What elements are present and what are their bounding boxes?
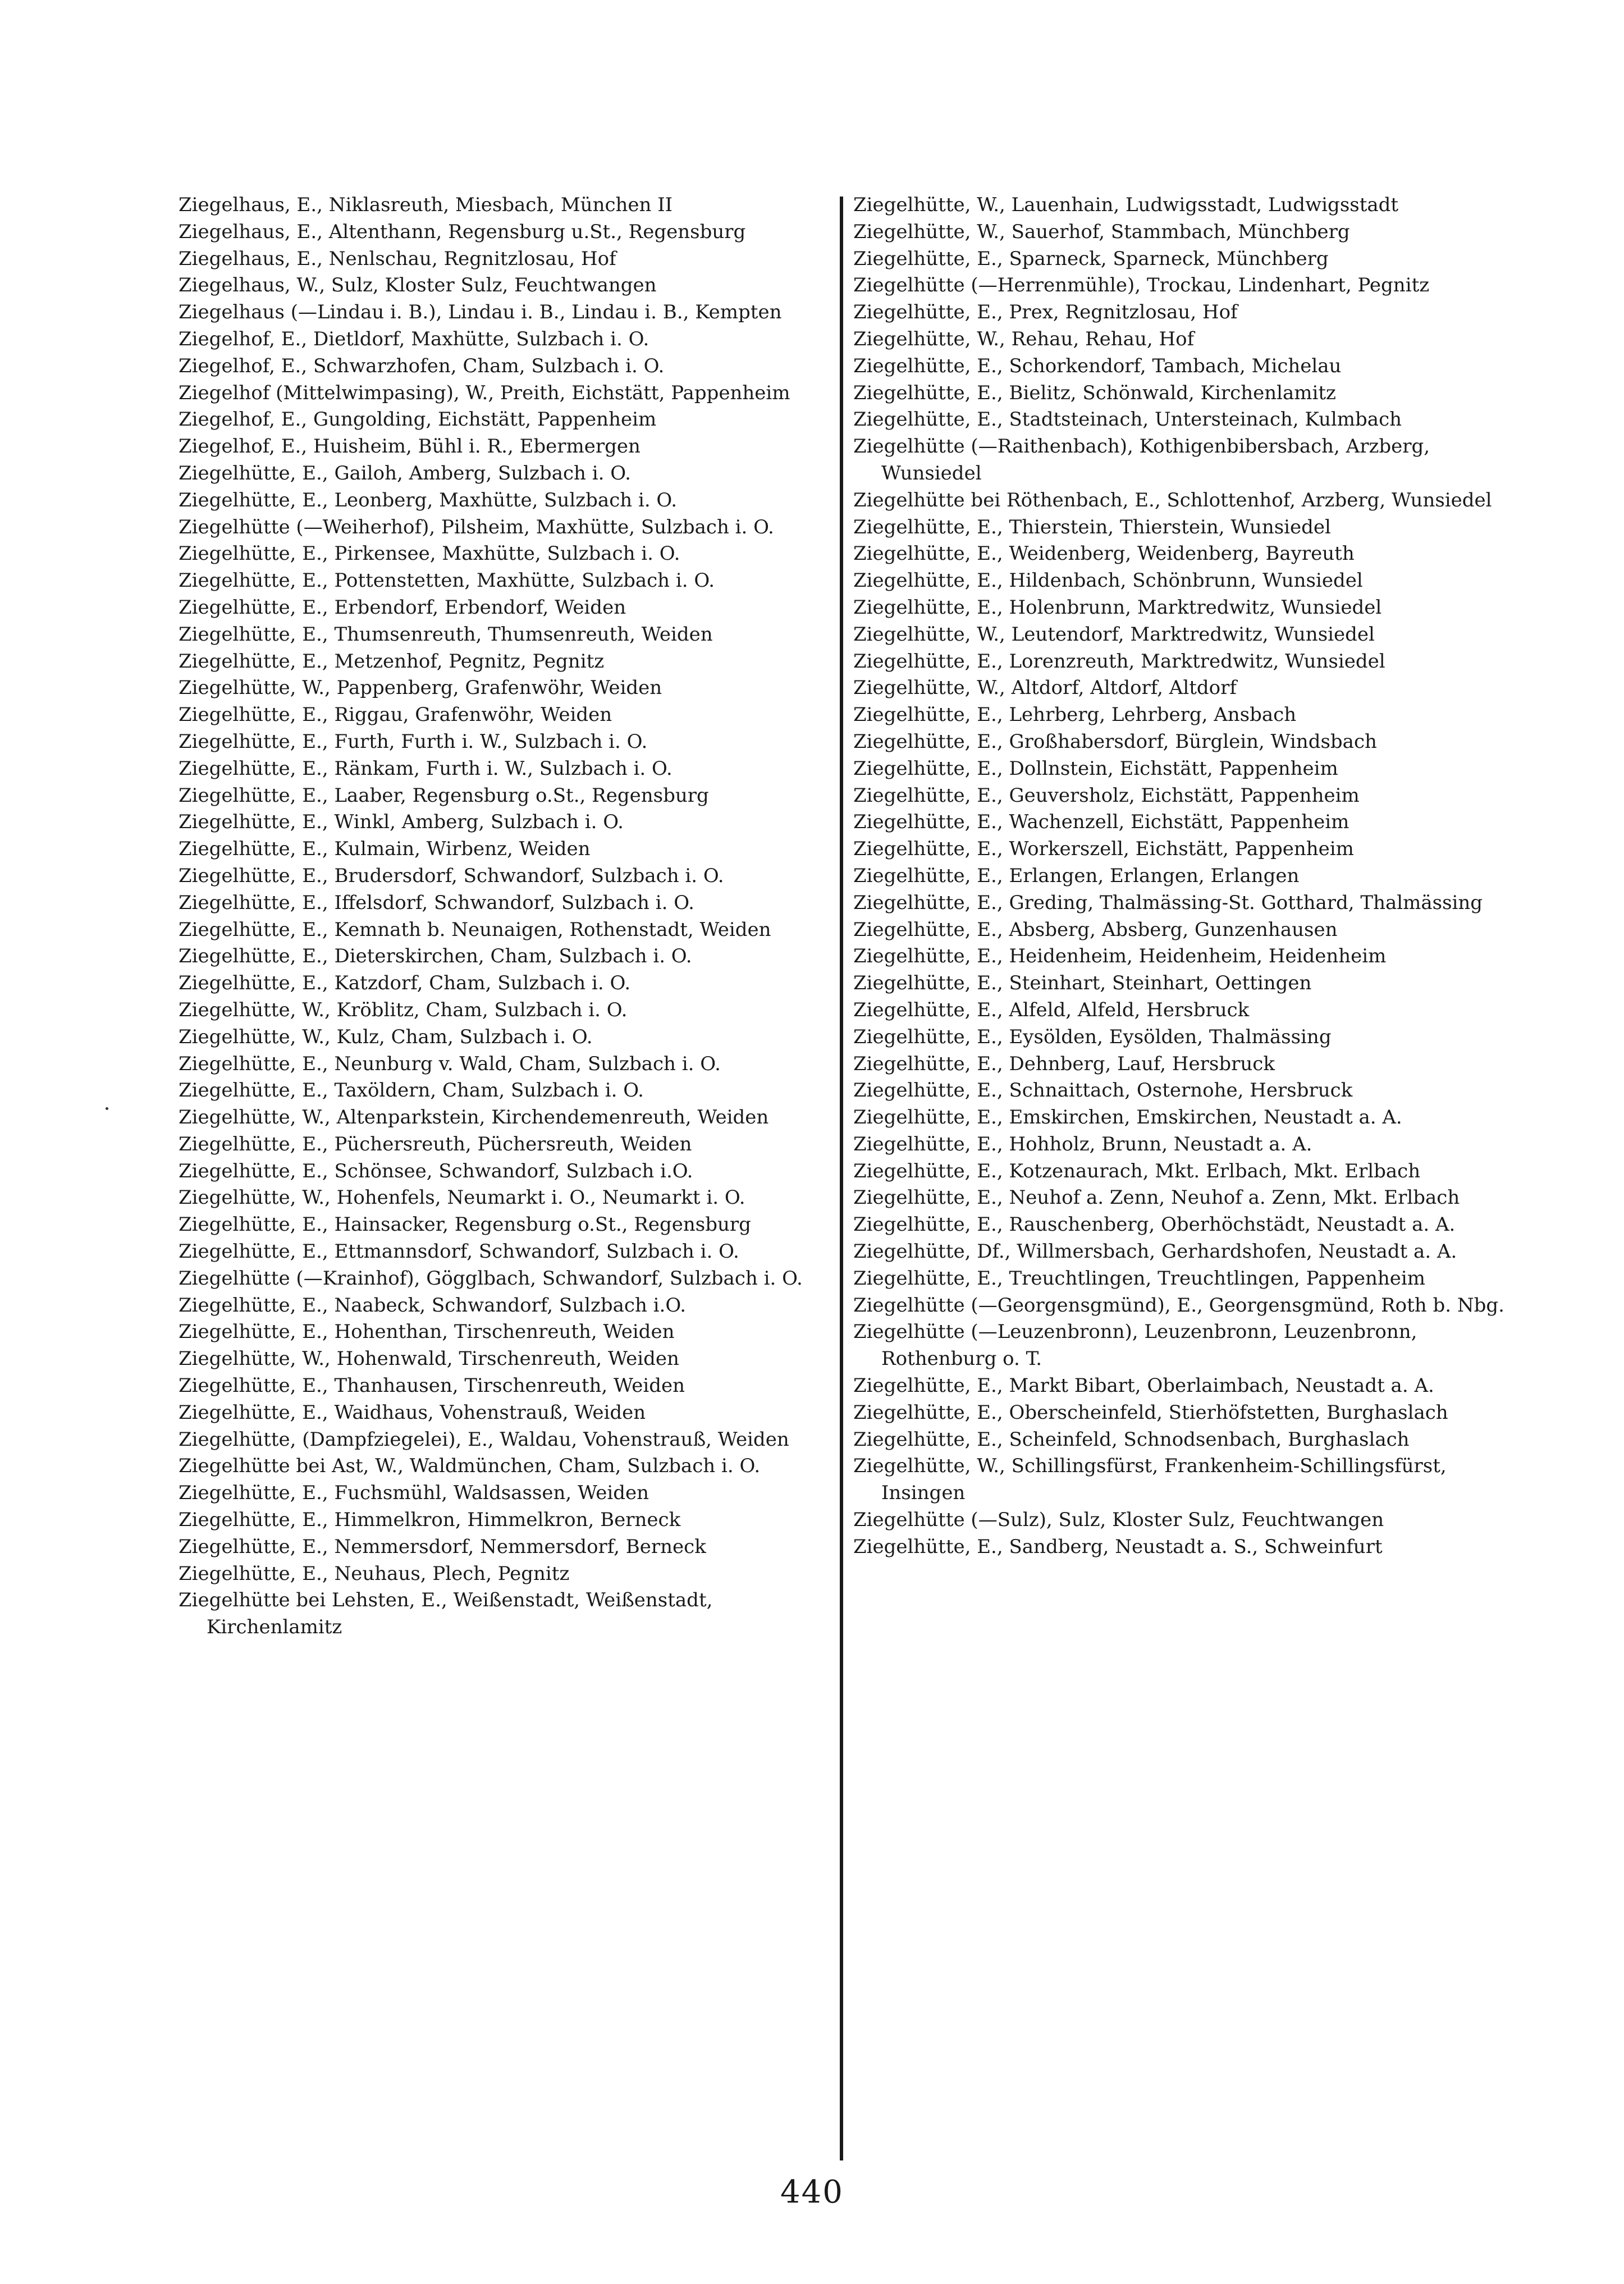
index-entry: Ziegelhütte, E., Katzdorf, Cham, Sulzbach i. O. — [179, 972, 631, 995]
index-entry: Ziegelhütte (—Sulz), Sulz, Kloster Sulz, Feuchtwangen — [853, 1509, 1384, 1532]
index-entry: Ziegelhütte, W., Hohenwald, Tirschenreuth, Weiden — [179, 1347, 679, 1371]
index-entry: Ziegelhütte, E., Brudersdorf, Schwandorf, Sulzbach i. O. — [179, 864, 724, 887]
index-entry: Ziegelhütte, E., Sparneck, Sparneck, Münchberg — [853, 247, 1329, 270]
page-number: 440 — [780, 2174, 844, 2210]
index-entry: Ziegelhütte, W., Pappenberg, Grafenwöhr, Weiden — [179, 677, 662, 700]
index-entry: Ziegelhütte, E., Workerszell, Eichstätt, Pappenheim — [853, 838, 1354, 861]
index-entry: Ziegelhütte, E., Hohenthan, Tirschenreuth, Weiden — [179, 1321, 675, 1344]
index-entry: Ziegelhütte, E., Kotzenaurach, Mkt. Erlbach, Mkt. Erlbach — [853, 1159, 1421, 1182]
index-entry: Ziegelhütte, E., Thanhausen, Tirschenreuth, Weiden — [179, 1374, 685, 1397]
index-entry: Ziegelhütte, E., Geuversholz, Eichstätt, Pappenheim — [853, 784, 1360, 807]
index-entry: Ziegelhütte, E., Riggau, Grafenwöhr, Weiden — [179, 704, 612, 727]
index-entry: Ziegelhütte, E., Pottenstetten, Maxhütte, Sulzbach i. O. — [179, 569, 715, 592]
index-entry: Ziegelhütte, W., Leutendorf, Marktredwitz, Wunsiedel — [853, 623, 1375, 646]
index-entry: Ziegelhütte, W., Sauerhof, Stammbach, Münchberg — [853, 220, 1350, 243]
index-entry: Ziegelhaus, E., Niklasreuth, Miesbach, München II — [179, 194, 673, 216]
index-entry: Ziegelhütte, E., Weidenberg, Weidenberg, Bayreuth — [853, 542, 1355, 565]
index-entry: Ziegelhütte, E., Lorenzreuth, Marktredwitz, Wunsiedel — [853, 650, 1385, 673]
index-entry: Ziegelhütte, W., Hohenfels, Neumarkt i. O., Neumarkt i. O. — [179, 1186, 745, 1209]
index-entry: Ziegelhütte, (Dampfziegelei), E., Waldau, Vohenstrauß, Weiden — [179, 1428, 789, 1451]
index-entry: Ziegelhütte bei Lehsten, E., Weißenstadt, Weißenstadt, Kirchenlamitz — [179, 1589, 713, 1639]
index-entry: Ziegelhütte, W., Kulz, Cham, Sulzbach i. O. — [179, 1025, 593, 1048]
index-entry: Ziegelhütte (—Raithenbach), Kothigenbibersbach, Arzberg, Wunsiedel — [853, 435, 1430, 485]
index-entry: Ziegelhütte, E., Markt Bibart, Oberlaimbach, Neustadt a. A. — [853, 1374, 1434, 1397]
index-entry: Ziegelhütte, E., Thierstein, Thierstein, Wunsiedel — [853, 515, 1331, 538]
column-divider — [840, 197, 843, 2160]
index-entry: Ziegelhütte, W., Rehau, Rehau, Hof — [853, 327, 1195, 350]
index-entry: Ziegelhütte bei Ast, W., Waldmünchen, Cham, Sulzbach i. O. — [179, 1455, 761, 1478]
index-entry: Ziegelhütte, E., Neunburg v. Wald, Cham, Sulzbach i. O. — [179, 1052, 721, 1075]
index-entry: Ziegelhütte, E., Hildenbach, Schönbrunn, Wunsiedel — [853, 569, 1363, 592]
index-entry: Ziegelhütte, E., Steinhart, Steinhart, Oettingen — [853, 972, 1312, 995]
index-entry: Ziegelhütte, W., Schillingsfürst, Frankenheim-Schillingsfürst, Insingen — [853, 1455, 1447, 1505]
index-entry: Ziegelhütte (—Leuzenbronn), Leuzenbronn, Leuzenbronn, Rothenburg o. T. — [853, 1321, 1417, 1371]
index-entry: Ziegelhütte, E., Himmelkron, Himmelkron, Berneck — [179, 1509, 681, 1532]
index-entry: Ziegelhütte, E., Furth, Furth i. W., Sulzbach i. O. — [179, 730, 648, 753]
index-entry: Ziegelhütte, W., Lauenhain, Ludwigsstadt, Ludwigsstadt — [853, 194, 1399, 216]
index-entry: Ziegelhütte, E., Ränkam, Furth i. W., Sulzbach i. O. — [179, 757, 673, 780]
index-entry: Ziegelhütte (—Krainhof), Gögglbach, Schwandorf, Sulzbach i. O. — [179, 1267, 803, 1290]
index-entry: Ziegelhütte, E., Schönsee, Schwandorf, Sulzbach i.O. — [179, 1159, 693, 1182]
index-entry: Ziegelhütte, Df., Willmersbach, Gerhardshofen, Neustadt a. A. — [853, 1240, 1457, 1263]
index-entry: Ziegelhütte, W., Altdorf, Altdorf, Altdorf — [853, 677, 1237, 700]
index-entry: Ziegelhütte, W., Kröblitz, Cham, Sulzbach i. O. — [179, 998, 628, 1021]
index-entry: Ziegelhütte, E., Neuhof a. Zenn, Neuhof a. Zenn, Mkt. Erlbach — [853, 1186, 1460, 1209]
index-entry: Ziegelhütte, E., Metzenhof, Pegnitz, Pegnitz — [179, 650, 605, 673]
index-entry: Ziegelhütte, E., Stadtsteinach, Untersteinach, Kulmbach — [853, 408, 1402, 431]
index-entry: Ziegelhütte, E., Schorkendorf, Tambach, Michelau — [853, 354, 1342, 377]
index-entry: Ziegelhütte, E., Lehrberg, Lehrberg, Ansbach — [853, 704, 1297, 727]
index-entry: Ziegelhütte, E., Bielitz, Schönwald, Kirchenlamitz — [853, 381, 1336, 404]
index-entry: Ziegelhütte (—Georgensgmünd), E., Georgensgmünd, Roth b. Nbg. — [853, 1294, 1504, 1317]
index-entry: Ziegelhütte, E., Greding, Thalmässing-St. Gotthard, Thalmässing — [853, 891, 1483, 914]
index-entry: Ziegelhütte, E., Winkl, Amberg, Sulzbach i. O. — [179, 811, 624, 834]
index-entry: Ziegelhütte, E., Dollnstein, Eichstätt, Pappenheim — [853, 757, 1338, 780]
index-entry: Ziegelhaus (—Lindau i. B.), Lindau i. B., Lindau i. B., Kempten — [179, 301, 782, 324]
index-entry: Ziegelhütte, E., Thumsenreuth, Thumsenreuth, Weiden — [179, 623, 713, 646]
index-entry: Ziegelhütte, E., Nemmersdorf, Nemmersdorf, Berneck — [179, 1535, 706, 1558]
left-column — [179, 192, 835, 1641]
index-entry: Ziegelhütte, E., Heidenheim, Heidenheim, Heidenheim — [853, 945, 1387, 968]
index-entry: Ziegelhütte, E., Oberscheinfeld, Stierhöfstetten, Burghaslach — [853, 1401, 1448, 1424]
index-entry: Ziegelhütte, E., Gailoh, Amberg, Sulzbach i. O. — [179, 462, 631, 485]
index-entry: Ziegelhof, E., Schwarzhofen, Cham, Sulzbach i. O. — [179, 354, 665, 377]
index-entry: Ziegelhütte, E., Alfeld, Alfeld, Hersbruck — [853, 998, 1250, 1021]
index-entry: Ziegelhof, E., Gungolding, Eichstätt, Pappenheim — [179, 408, 657, 431]
index-entry: Ziegelhütte, E., Erlangen, Erlangen, Erlangen — [853, 864, 1300, 887]
index-entry: Ziegelhütte, E., Neuhaus, Plech, Pegnitz — [179, 1562, 570, 1585]
index-entry: Ziegelhütte, E., Absberg, Absberg, Gunzenhausen — [853, 918, 1338, 941]
index-entry: Ziegelhütte, E., Holenbrunn, Marktredwitz, Wunsiedel — [853, 596, 1382, 619]
index-entry: Ziegelhütte, E., Rauschenberg, Oberhöchstädt, Neustadt a. A. — [853, 1213, 1456, 1236]
index-entry: Ziegelhütte, E., Erbendorf, Erbendorf, Weiden — [179, 596, 626, 619]
index-entry: Ziegelhütte, E., Iffelsdorf, Schwandorf, Sulzbach i. O. — [179, 891, 694, 914]
index-entry: Ziegelhütte, E., Taxöldern, Cham, Sulzbach i. O. — [179, 1079, 644, 1102]
index-entry: Ziegelhütte, E., Naabeck, Schwandorf, Sulzbach i.O. — [179, 1294, 687, 1317]
index-entry: Ziegelhof, E., Dietldorf, Maxhütte, Sulzbach i. O. — [179, 327, 649, 350]
index-entry: Ziegelhaus, E., Altenthann, Regensburg u.St., Regensburg — [179, 220, 746, 243]
index-entry: Ziegelhütte, E., Laaber, Regensburg o.St., Regensburg — [179, 784, 709, 807]
index-entry: Ziegelhütte bei Röthenbach, E., Schlottenhof, Arzberg, Wunsiedel — [853, 488, 1492, 511]
index-entry: Ziegelhütte, E., Wachenzell, Eichstätt, Pappenheim — [853, 811, 1349, 834]
index-entry: Ziegelhütte, E., Waidhaus, Vohenstrauß, Weiden — [179, 1401, 646, 1424]
index-entry: Ziegelhütte, E., Dieterskirchen, Cham, Sulzbach i. O. — [179, 945, 692, 968]
index-entry: Ziegelhütte, E., Kulmain, Wirbenz, Weiden — [179, 838, 591, 861]
ink-speck — [106, 1107, 108, 1110]
index-entry: Ziegelhütte, E., Ettmannsdorf, Schwandorf, Sulzbach i. O. — [179, 1240, 739, 1263]
index-entry: Ziegelhütte, E., Hainsacker, Regensburg o.St., Regensburg — [179, 1213, 751, 1236]
right-column — [853, 192, 1510, 1561]
index-entry: Ziegelhof, E., Huisheim, Bühl i. R., Ebermergen — [179, 435, 641, 458]
index-entry: Ziegelhütte (—Weiherhof), Pilsheim, Maxhütte, Sulzbach i. O. — [179, 515, 774, 538]
index-entry: Ziegelhütte, E., Leonberg, Maxhütte, Sulzbach i. O. — [179, 488, 678, 511]
index-entry: Ziegelhütte, E., Eysölden, Eysölden, Thalmässing — [853, 1025, 1332, 1048]
index-entry: Ziegelhütte, E., Hohholz, Brunn, Neustadt a. A. — [853, 1132, 1312, 1155]
index-entry: Ziegelhof (Mittelwimpasing), W., Preith, Eichstätt, Pappenheim — [179, 381, 790, 404]
index-entry: Ziegelhütte, E., Sandberg, Neustadt a. S., Schweinfurt — [853, 1535, 1383, 1558]
index-entry: Ziegelhütte (—Herrenmühle), Trockau, Lindenhart, Pegnitz — [853, 274, 1430, 297]
index-entry: Ziegelhütte, E., Emskirchen, Emskirchen, Neustadt a. A. — [853, 1106, 1402, 1129]
index-entry: Ziegelhütte, E., Treuchtlingen, Treuchtlingen, Pappenheim — [853, 1267, 1425, 1290]
index-entry: Ziegelhaus, W., Sulz, Kloster Sulz, Feuchtwangen — [179, 274, 657, 297]
index-entry: Ziegelhütte, E., Scheinfeld, Schnodsenbach, Burghaslach — [853, 1428, 1410, 1451]
index-entry: Ziegelhütte, E., Großhabersdorf, Bürglein, Windsbach — [853, 730, 1377, 753]
index-entry: Ziegelhütte, E., Püchersreuth, Püchersreuth, Weiden — [179, 1132, 692, 1155]
index-entry: Ziegelhütte, E., Dehnberg, Lauf, Hersbruck — [853, 1052, 1275, 1075]
index-entry: Ziegelhütte, E., Pirkensee, Maxhütte, Sulzbach i. O. — [179, 542, 680, 565]
index-entry: Ziegelhütte, E., Schnaittach, Osternohe, Hersbruck — [853, 1079, 1353, 1102]
index-entry: Ziegelhütte, E., Fuchsmühl, Waldsassen, Weiden — [179, 1482, 649, 1505]
index-entry: Ziegelhütte, E., Prex, Regnitzlosau, Hof — [853, 301, 1238, 324]
index-entry: Ziegelhütte, W., Altenparkstein, Kirchendemenreuth, Weiden — [179, 1106, 769, 1129]
index-entry: Ziegelhaus, E., Nenlschau, Regnitzlosau, Hof — [179, 247, 616, 270]
index-entry: Ziegelhütte, E., Kemnath b. Neunaigen, Rothenstadt, Weiden — [179, 918, 771, 941]
